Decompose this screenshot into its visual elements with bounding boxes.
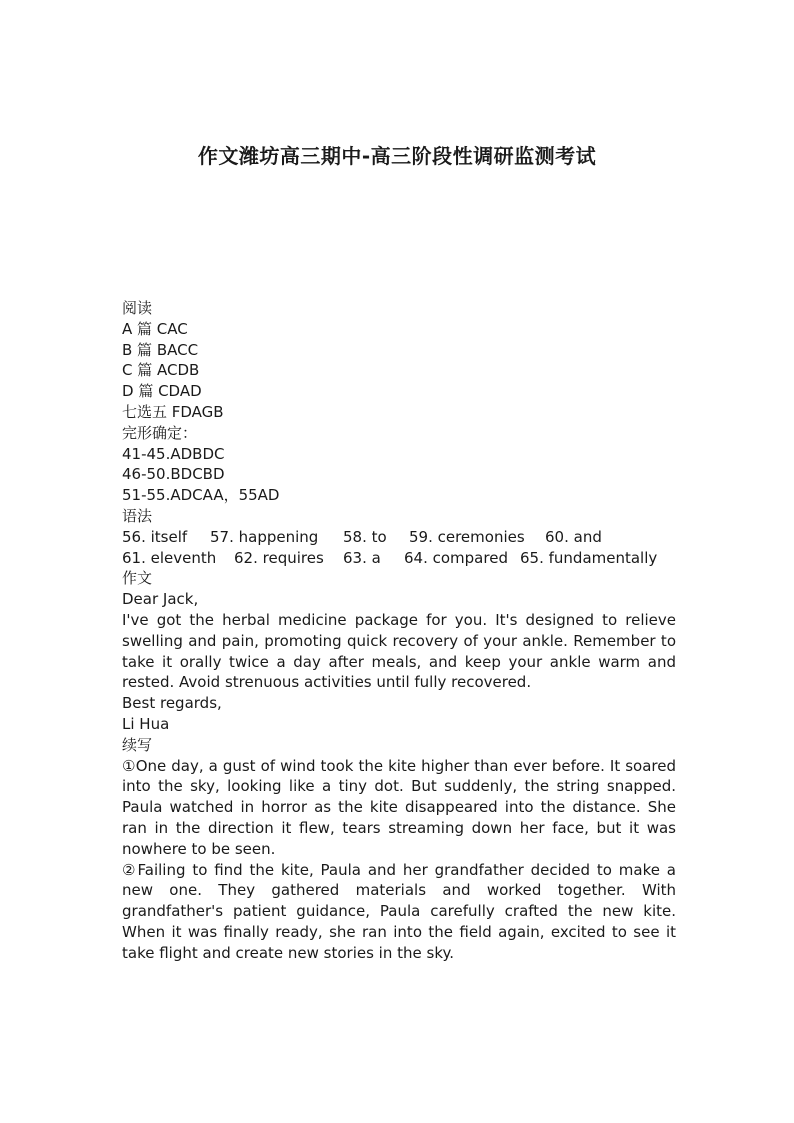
grammar-answer-62: 62. requires [234, 548, 324, 567]
cloze-answer-46-50: 46-50.BDCBD [122, 465, 225, 484]
page-title: 作文潍坊高三期中-高三阶段性调研监测考试 [197, 144, 597, 168]
reading-answer-a: A 篇 CAC [122, 319, 188, 338]
seven-choose-five-answer: 七选五 FDAGB [122, 402, 224, 421]
grammar-answer-56: 56. itself [122, 527, 188, 546]
letter-closing: Best regards, [122, 694, 222, 713]
reading-answer-d: D 篇 CDAD [122, 382, 202, 401]
reading-answer-c: C 篇 ACDB [122, 361, 200, 380]
grammar-answer-59: 59. ceremonies [409, 527, 525, 546]
continuation-paragraph-2: ②Failing to find the kite, Paula and her grandfather decided to make a new one. They gathered materials and worked together. With grandfather's patient guidance, Paula carefully crafted the new kite. When it was finally ready, she ran into the field again, excited to see it take flight and create new stories in the sky. [122, 860, 676, 962]
writing-heading: 作文 [122, 569, 153, 588]
grammar-answer-61: 61. eleventh [122, 548, 217, 567]
continuation-heading: 续写 [122, 735, 153, 754]
grammar-answer-58: 58. to [343, 527, 387, 546]
cloze-answer-41-45: 41-45.ADBDC [122, 444, 225, 463]
grammar-heading: 语法 [122, 506, 153, 525]
cloze-heading: 完形确定： [122, 423, 198, 442]
grammar-row-1 [122, 527, 676, 548]
continuation-paragraph-1: ①One day, a gust of wind took the kite higher than ever before. It soared into the sky, looking like a tiny dot. But suddenly, the string snapped. Paula watched in horror as the kite disappeared into the distance. She ran in the direction it flew, tears streaming down her face, but it was nowhere to be seen. [122, 756, 676, 858]
cloze-answer-51-55: 51-55.ADCAA，55AD [122, 486, 280, 505]
grammar-answer-65: 65. fundamentally [520, 548, 658, 567]
letter-body: I've got the herbal medicine package for you. It's designed to relieve swelling and pain, promoting quick recovery of your ankle. Remember to take it orally twice a day after meals, and keep your ankle warm and rested. Avoid strenuous activities until fully recovered. [122, 610, 676, 692]
letter-signature: Li Hua [122, 714, 170, 733]
letter-greeting: Dear Jack, [122, 590, 199, 609]
reading-heading: 阅读 [122, 299, 153, 317]
reading-answer-b: B 篇 BACC [122, 340, 199, 359]
grammar-row-2 [122, 548, 676, 569]
grammar-answer-63: 63. a [343, 548, 381, 567]
grammar-answer-57: 57. happening [210, 527, 319, 546]
grammar-answer-60: 60. and [545, 527, 602, 546]
grammar-answer-64: 64. compared [404, 548, 508, 567]
answer-content [122, 298, 676, 964]
